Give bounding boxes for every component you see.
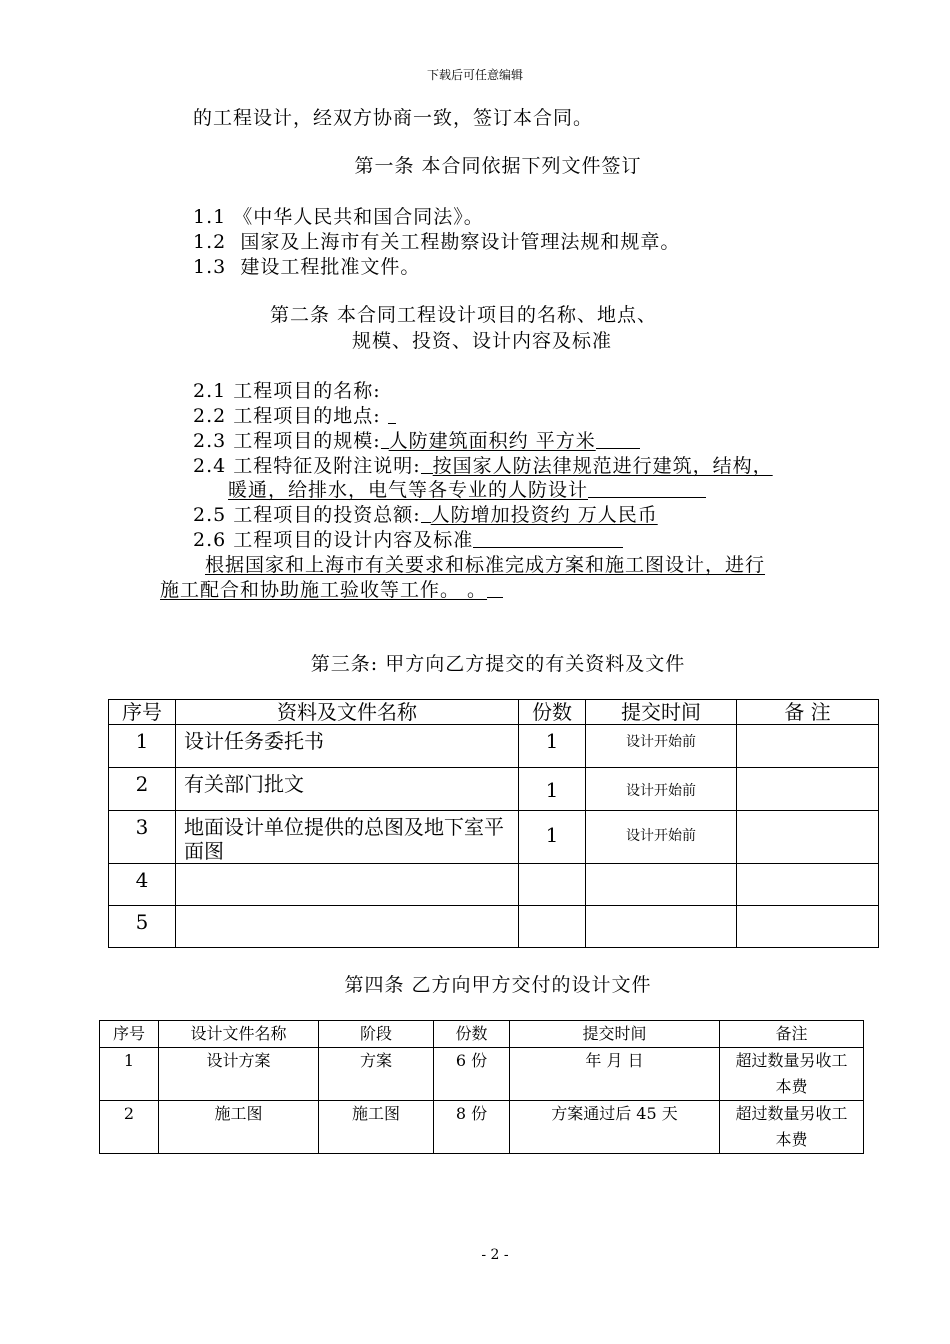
table-row xyxy=(109,725,879,768)
row-number: 1 xyxy=(109,725,176,768)
article1-item: 1.2 国家及上海市有关工程勘察设计管理法规和规章。 xyxy=(193,231,681,253)
table-header-row xyxy=(100,1021,864,1048)
article1-item: 1.1 《中华人民共和国合同法》。 xyxy=(193,206,484,228)
article2-item: 2.3 工程项目的规模: 人防建筑面积约 平方米 xyxy=(193,426,640,453)
remark xyxy=(737,811,879,864)
article4-table xyxy=(99,1020,864,1154)
page-number: - 2 - xyxy=(481,1247,509,1263)
submit-time xyxy=(586,906,737,948)
submit-time: 年 月 日 xyxy=(510,1048,720,1101)
column-header: 份数 xyxy=(434,1021,510,1048)
copy-count xyxy=(519,906,586,948)
document-name xyxy=(176,906,519,948)
column-header: 备注 xyxy=(720,1021,864,1048)
row-number: 3 xyxy=(109,811,176,864)
column-header: 设计文件名称 xyxy=(159,1021,319,1048)
submit-time: 设计开始前 xyxy=(586,811,737,864)
document-name: 施工图 xyxy=(159,1101,319,1154)
article4-title: 第四条 乙方向甲方交付的设计文件 xyxy=(344,974,652,996)
remark xyxy=(737,768,879,811)
article2-paragraph-line2: 施工配合和协助施工验收等工作。 。 xyxy=(160,575,503,602)
article2-item: 2.5 工程项目的投资总额: 人防增加投资约 万人民币 xyxy=(193,504,658,526)
table-header-row xyxy=(109,700,879,725)
intro-text: 的工程设计，经双方协商一致，签订本合同。 xyxy=(193,107,594,129)
submit-time xyxy=(586,864,737,906)
remark xyxy=(737,864,879,906)
table-row xyxy=(109,768,879,811)
remark: 超过数量另收工本费 xyxy=(720,1101,864,1154)
remark: 超过数量另收工本费 xyxy=(720,1048,864,1101)
article2-item-continued: 暖通，给排水，电气等各专业的人防设计 xyxy=(228,475,706,502)
article1-title: 第一条 本合同依据下列文件签订 xyxy=(354,155,642,177)
row-number: 2 xyxy=(100,1101,159,1154)
column-header: 资料及文件名称 xyxy=(176,700,519,725)
document-name: 地面设计单位提供的总图及地下室平面图 xyxy=(176,811,519,864)
submit-time: 方案通过后 45 天 xyxy=(510,1101,720,1154)
row-number: 4 xyxy=(109,864,176,906)
column-header: 备 注 xyxy=(737,700,879,725)
document-name: 设计任务委托书 xyxy=(176,725,519,768)
document-name xyxy=(176,864,519,906)
table-row xyxy=(109,811,879,864)
article1-item: 1.3 建设工程批准文件。 xyxy=(193,256,421,278)
table-row xyxy=(109,864,879,906)
article3-table xyxy=(108,699,879,948)
row-number: 2 xyxy=(109,768,176,811)
document-name: 设计方案 xyxy=(159,1048,319,1101)
column-header: 提交时间 xyxy=(586,700,737,725)
article2-title-line1: 第二条 本合同工程设计项目的名称、地点、 xyxy=(270,304,658,326)
article2-title-line2: 规模、投资、设计内容及标准 xyxy=(352,330,613,352)
copy-count xyxy=(519,864,586,906)
submit-time: 设计开始前 xyxy=(586,725,737,768)
column-header: 提交时间 xyxy=(510,1021,720,1048)
article3-title: 第三条: 甲方向乙方提交的有关资料及文件 xyxy=(310,653,686,675)
table-row xyxy=(100,1048,864,1101)
column-header: 份数 xyxy=(519,700,586,725)
column-header: 序号 xyxy=(100,1021,159,1048)
article2-item: 2.6 工程项目的设计内容及标准 xyxy=(193,525,623,552)
copy-count: 1 xyxy=(519,811,586,864)
remark xyxy=(737,725,879,768)
copy-count: 1 xyxy=(519,768,586,811)
table-row xyxy=(100,1101,864,1154)
remark xyxy=(737,906,879,948)
copy-count: 8 份 xyxy=(434,1101,510,1154)
article2-paragraph-line1: 根据国家和上海市有关要求和标准完成方案和施工图设计，进行 xyxy=(205,554,766,576)
copy-count: 1 xyxy=(519,725,586,768)
article2-item: 2.2 工程项目的地点: xyxy=(193,401,396,428)
stage: 方案 xyxy=(319,1048,434,1101)
row-number: 1 xyxy=(100,1048,159,1101)
stage: 施工图 xyxy=(319,1101,434,1154)
document-name: 有关部门批文 xyxy=(176,768,519,811)
column-header: 阶段 xyxy=(319,1021,434,1048)
article2-item: 2.1 工程项目的名称: xyxy=(193,380,381,402)
article2-item: 2.4 工程特征及附注说明: 按国家人防法律规范进行建筑，结构， xyxy=(193,455,773,477)
column-header: 序号 xyxy=(109,700,176,725)
table-row xyxy=(109,906,879,948)
copy-count: 6 份 xyxy=(434,1048,510,1101)
submit-time: 设计开始前 xyxy=(586,768,737,811)
page-header: 下载后可任意编辑 xyxy=(426,68,523,82)
row-number: 5 xyxy=(109,906,176,948)
